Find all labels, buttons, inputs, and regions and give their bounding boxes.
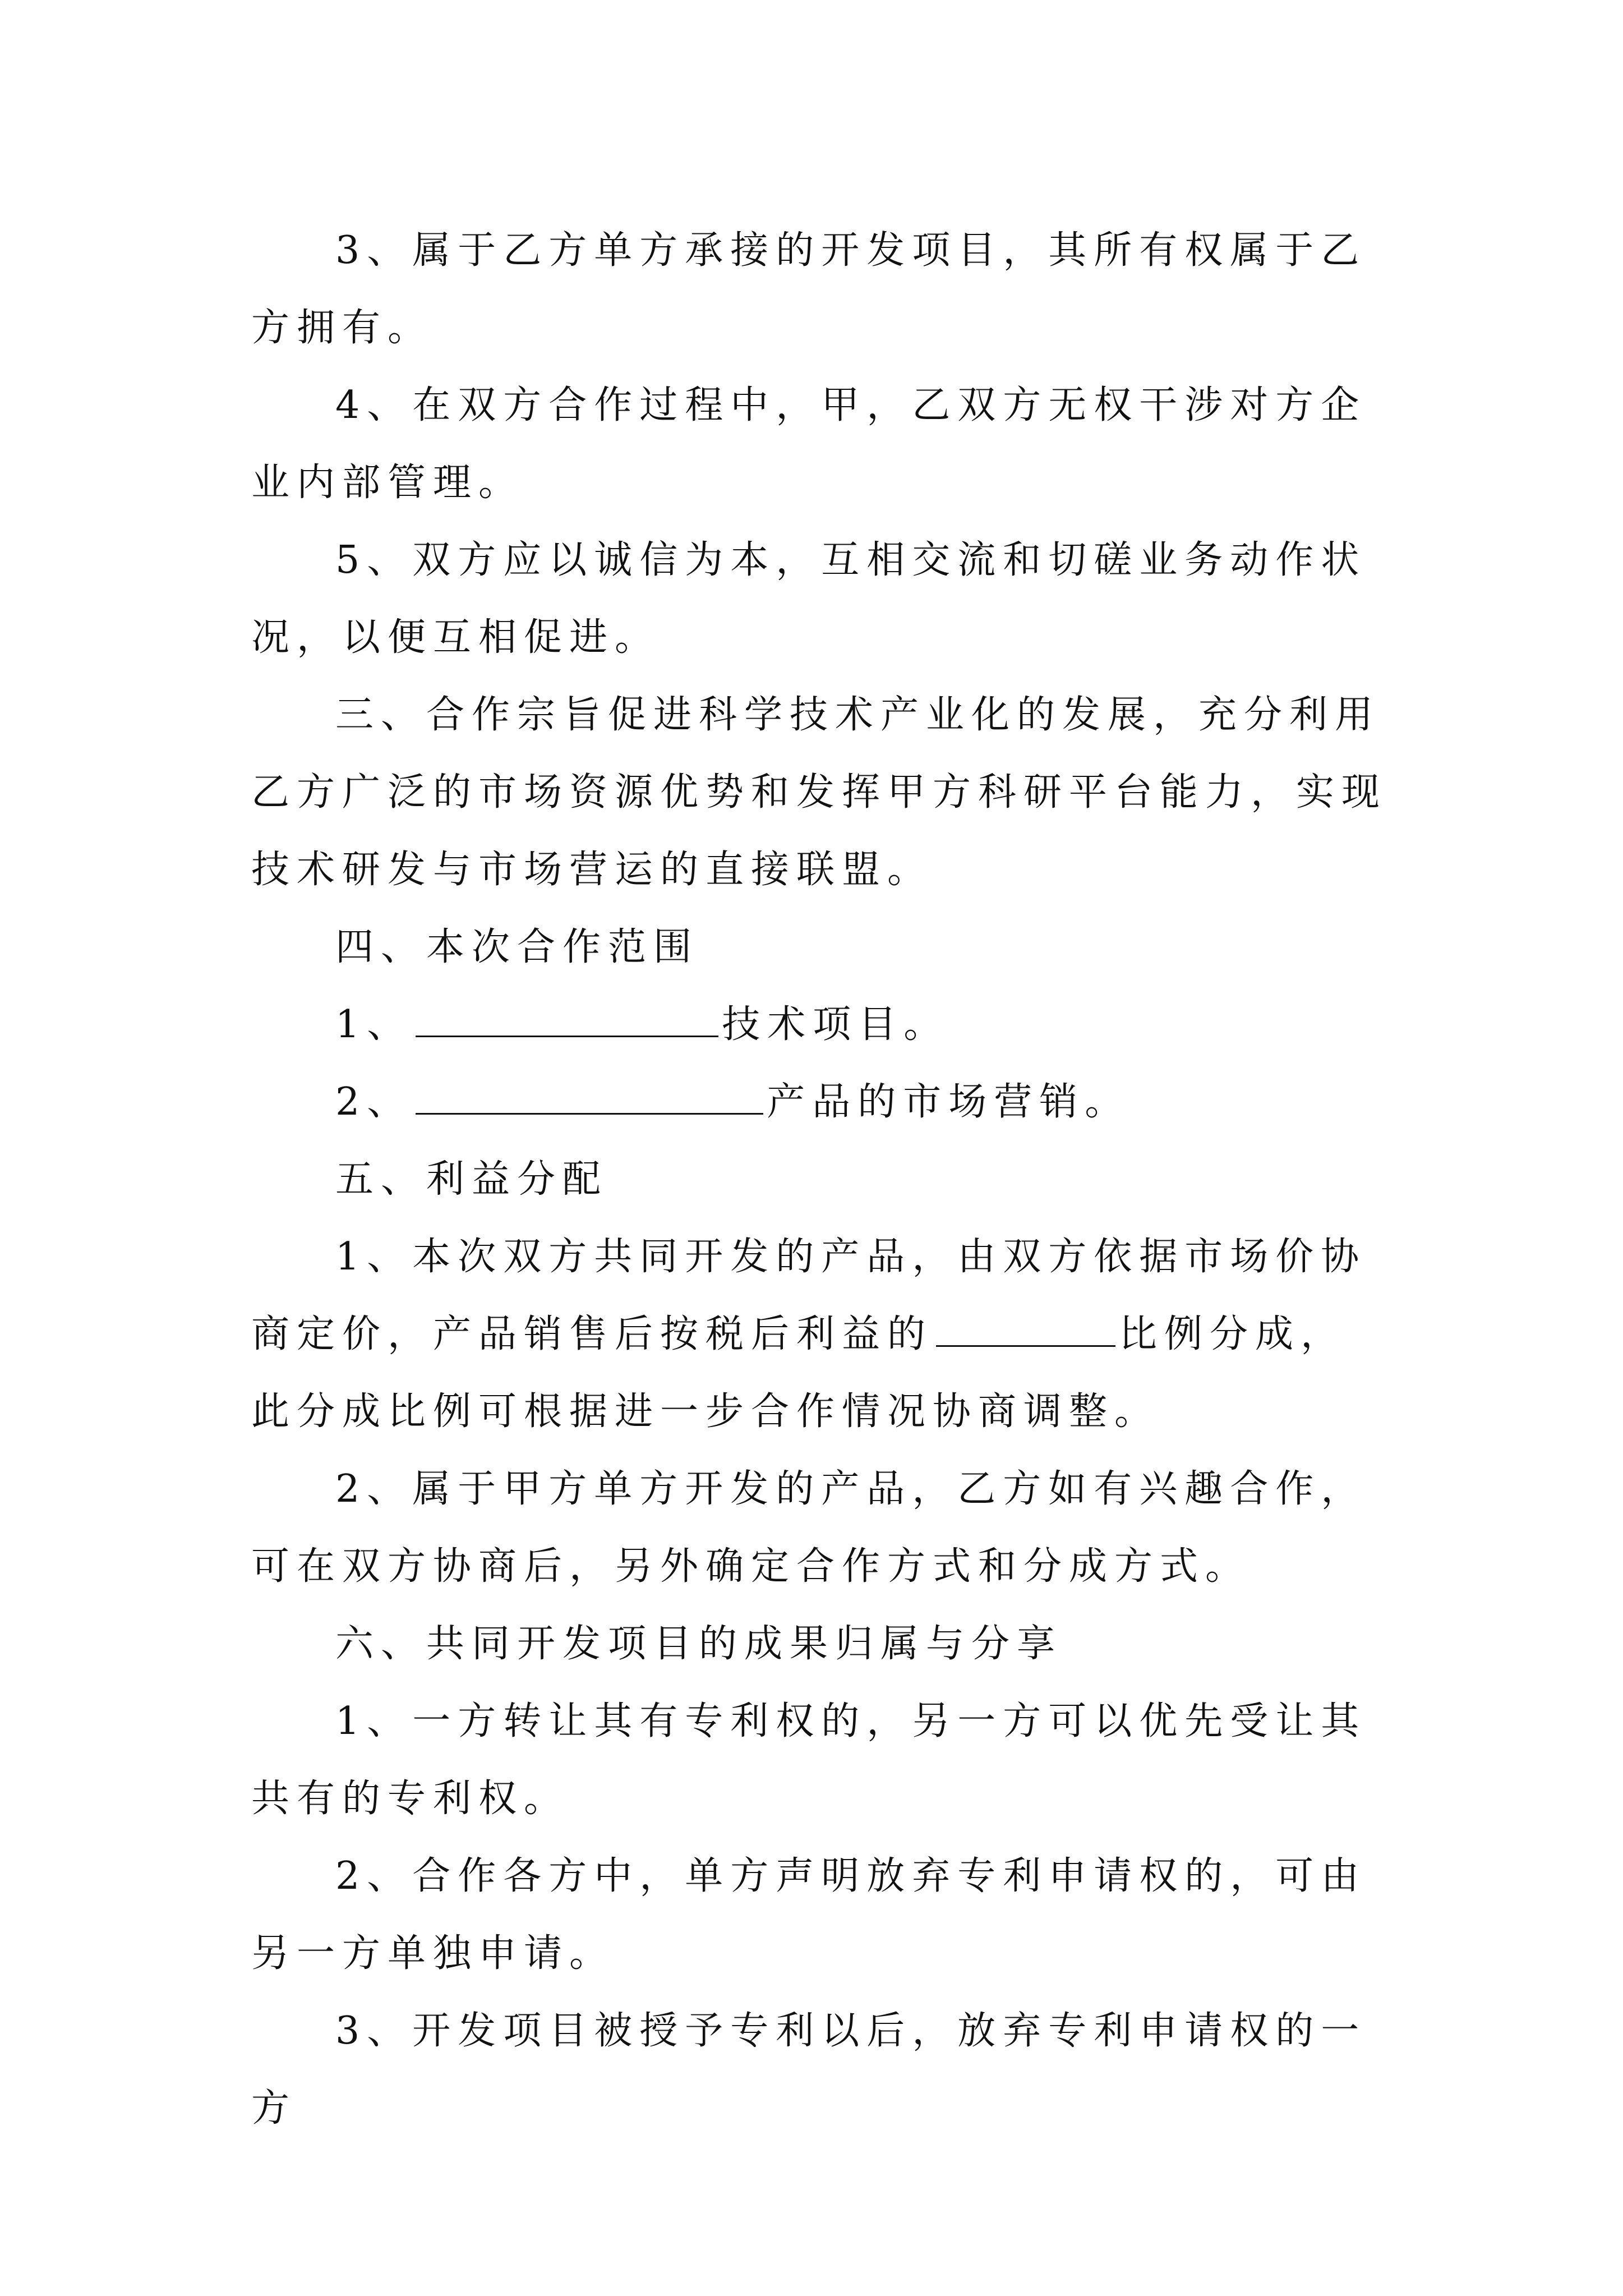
- section-5-heading: 五、利益分配: [335, 1157, 608, 1202]
- profit-clause-2: 2、属于甲方单方开发的产品，乙方如有兴趣合作，可在双方协商后，另外确定合作方式和分成方式。: [251, 1467, 1367, 1589]
- clause-4-no-interference: 4、在双方合作过程中，甲，乙双方无权干涉对方企业内部管理。: [251, 383, 1367, 505]
- profit-clause-1: [251, 1218, 1390, 1451]
- document-body: [251, 212, 1390, 2147]
- section-4-heading: 四、本次合作范围: [335, 925, 699, 969]
- fill-in-blank-technology[interactable]: [416, 1000, 718, 1037]
- ip-clause-1: 1、一方转让其有专利权的，另一方可以优先受让其共有的专利权。: [251, 1699, 1367, 1821]
- scope-item-2-text: 产品的市场营销。: [767, 1080, 1131, 1124]
- profit-clause-1-tail: 比例分成，此分成比例可根据进一步合作情况协商调整。: [251, 1312, 1347, 1434]
- scope-item-1-text: 技术项目。: [722, 1002, 949, 1047]
- fill-in-blank-ratio[interactable]: [936, 1309, 1115, 1347]
- scope-item-2: [251, 1064, 1390, 1141]
- scope-item-2-number: 2、: [335, 1080, 413, 1124]
- ip-clause-3: 3、开发项目被授予专利以后，放弃专利申请权的一方: [251, 2009, 1367, 2131]
- scope-item-1: [251, 986, 1390, 1064]
- clause-3-ownership: 3、属于乙方单方承接的开发项目，其所有权属于乙方拥有。: [251, 228, 1367, 350]
- clause-5-good-faith: 5、双方应以诚信为本，互相交流和切磋业务动作状况，以便互相促进。: [251, 538, 1367, 660]
- scope-item-1-number: 1、: [335, 1002, 413, 1047]
- profit-clause-1-lead: 1、本次双方共同开发的产品，由双方依据市场价协商定价，产品销售后按税后利益的: [251, 1235, 1367, 1356]
- section-6-heading: 六、共同开发项目的成果归属与分享: [335, 1622, 1063, 1666]
- fill-in-blank-product[interactable]: [416, 1077, 763, 1115]
- section-3-purpose: 三、合作宗旨促进科学技术产业化的发展，充分利用乙方广泛的市场资源优势和发挥甲方科研平台能力，实现技术研发与市场营运的直接联盟。: [251, 693, 1387, 892]
- ip-clause-2: 2、合作各方中，单方声明放弃专利申请权的，可由另一方单独申请。: [251, 1854, 1367, 1976]
